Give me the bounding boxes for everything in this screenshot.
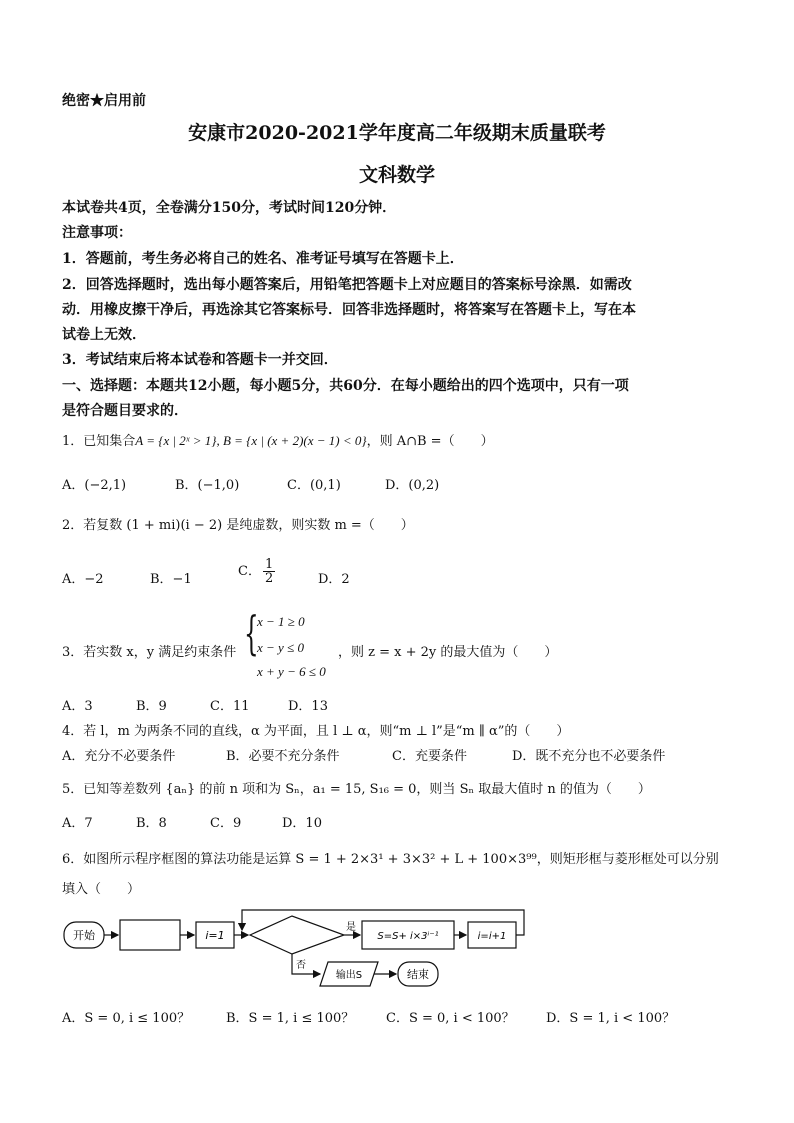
exam-title: 安康市2020-2021学年度高二年级期末质量联考 (188, 122, 606, 144)
note-3: 3．考试结束后将本试卷和答题卡一并交回． (62, 352, 338, 368)
q3-stem-post: ，则 z = x + 2y 的最大值为（ ） (338, 645, 558, 660)
secret-label: 绝密★启用前 (62, 93, 146, 109)
q2-option-c (238, 558, 275, 585)
q4-option-a: A．充分不必要条件 (62, 749, 176, 764)
q2-option-c-label: C． (238, 564, 261, 579)
q3-stem-pre: 3．若实数 x，y 满足约束条件 (62, 645, 237, 660)
q3-constraint-2: x − y ≤ 0 (257, 640, 304, 655)
q1-option-c: C．(0,1) (287, 478, 341, 493)
flowchart (62, 908, 532, 994)
q5-option-d: D．10 (282, 816, 322, 831)
question-5-stem: 5．已知等差数列 {aₙ} 的前 n 项和为 Sₙ，a₁ = 15, S₁₆ = 0，则当 Sₙ 取最大值时 n 的值为（ ） (62, 782, 651, 797)
flow-yes-label: 是 (346, 922, 356, 933)
q5-option-b: B．8 (136, 816, 167, 831)
q2-option-a: A．−2 (62, 572, 104, 587)
q3-constraint-3: x + y − 6 ≤ 0 (257, 664, 326, 679)
q3-option-a: A．3 (62, 699, 93, 714)
q2-option-d: D．2 (318, 572, 350, 587)
q5-option-c: C．9 (210, 816, 242, 831)
q1-sets: A = {x | 2ˣ > 1}, B = {x | (x + 2)(x − 1) < 0} (135, 433, 367, 448)
q2-option-b: B．−1 (150, 572, 192, 587)
q2-frac-den: 2 (264, 571, 274, 586)
exam-subject: 文科数学 (358, 164, 435, 186)
section-1-line-1: 一、选择题：本题共12小题，每小题5分，共60分．在每小题给出的四个选项中，只有一项 (62, 378, 629, 394)
flow-end-label: 结束 (407, 968, 429, 981)
q4-option-d: D．既不充分也不必要条件 (512, 749, 666, 764)
question-6-stem-line-1: 6．如图所示程序框图的算法功能是运算 S = 1 + 2×3¹ + 3×3² + L + 100×3⁹⁹，则矩形框与菱形框处可以分别 (62, 852, 719, 867)
q6-option-b: B．S = 1, i ≤ 100？ (226, 1011, 355, 1026)
flow-blank-diamond (250, 916, 344, 954)
q1-stem-post: ，则 A∩B =（ ） (366, 434, 494, 449)
q6-option-d: D．S = 1, i < 100？ (546, 1011, 676, 1026)
flow-start-label: 开始 (73, 929, 95, 942)
question-4-stem: 4．若 l，m 为两条不同的直线，α 为平面，且 l ⊥ α，则“m ⊥ l”是“m ∥ α”的（ ） (62, 724, 570, 739)
notes-title: 注意事项： (62, 225, 132, 241)
flow-blank-rect (120, 920, 180, 950)
flow-init-label: i=1 (205, 929, 225, 942)
flow-no-label: 否 (296, 960, 306, 971)
question-2-stem: 2．若复数 (1 + mi)(i − 2) 是纯虚数，则实数 m =（ ） (62, 518, 414, 533)
section-1-line-2: 是符合题目要求的． (62, 403, 188, 419)
q1-option-b: B．(−1,0) (175, 478, 240, 493)
note-2-line-1: 2．回答选择题时，选出每小题答案后，用铅笔把答题卡上对应题目的答案标号涂黑．如需改 (62, 277, 632, 293)
q3-option-d: D．13 (288, 699, 328, 714)
note-2-line-2: 动．用橡皮擦干净后，再选涂其它答案标号．回答非选择题时，将答案写在答题卡上，写在本 (62, 302, 636, 318)
q6-option-a: A．S = 0, i ≤ 100？ (62, 1011, 191, 1026)
flow-increment-label: i=i+1 (477, 931, 507, 942)
flow-update-label: S=S+ i×3ⁱ⁻¹ (377, 931, 439, 942)
q3-option-b: B．9 (136, 699, 167, 714)
q5-option-a: A．7 (62, 816, 93, 831)
flow-output-label: 输出S (335, 970, 363, 981)
question-6-stem-line-2: 填入（ ） (62, 882, 141, 897)
q1-option-d: D．(0,2) (385, 478, 440, 493)
note-1: 1．答题前，考生务必将自己的姓名、准考证号填写在答题卡上． (62, 251, 464, 267)
q1-option-a: A．(−2,1) (62, 478, 127, 493)
exam-info: 本试卷共4页，全卷满分150分，考试时间120分钟． (62, 200, 397, 216)
question-1-stem (62, 430, 494, 449)
q3-option-c: C．11 (210, 699, 250, 714)
note-2-line-3: 试卷上无效． (62, 327, 146, 343)
q2-frac-num: 1 (264, 557, 274, 572)
q6-option-c: C．S = 0, i < 100？ (386, 1011, 515, 1026)
q1-stem-pre: 1．已知集合 (62, 434, 136, 449)
q4-option-b: B．必要不充分条件 (226, 749, 340, 764)
q3-brace: { (244, 606, 259, 660)
q4-option-c: C．充要条件 (392, 749, 467, 764)
q3-constraint-1: x − 1 ≥ 0 (257, 614, 305, 629)
